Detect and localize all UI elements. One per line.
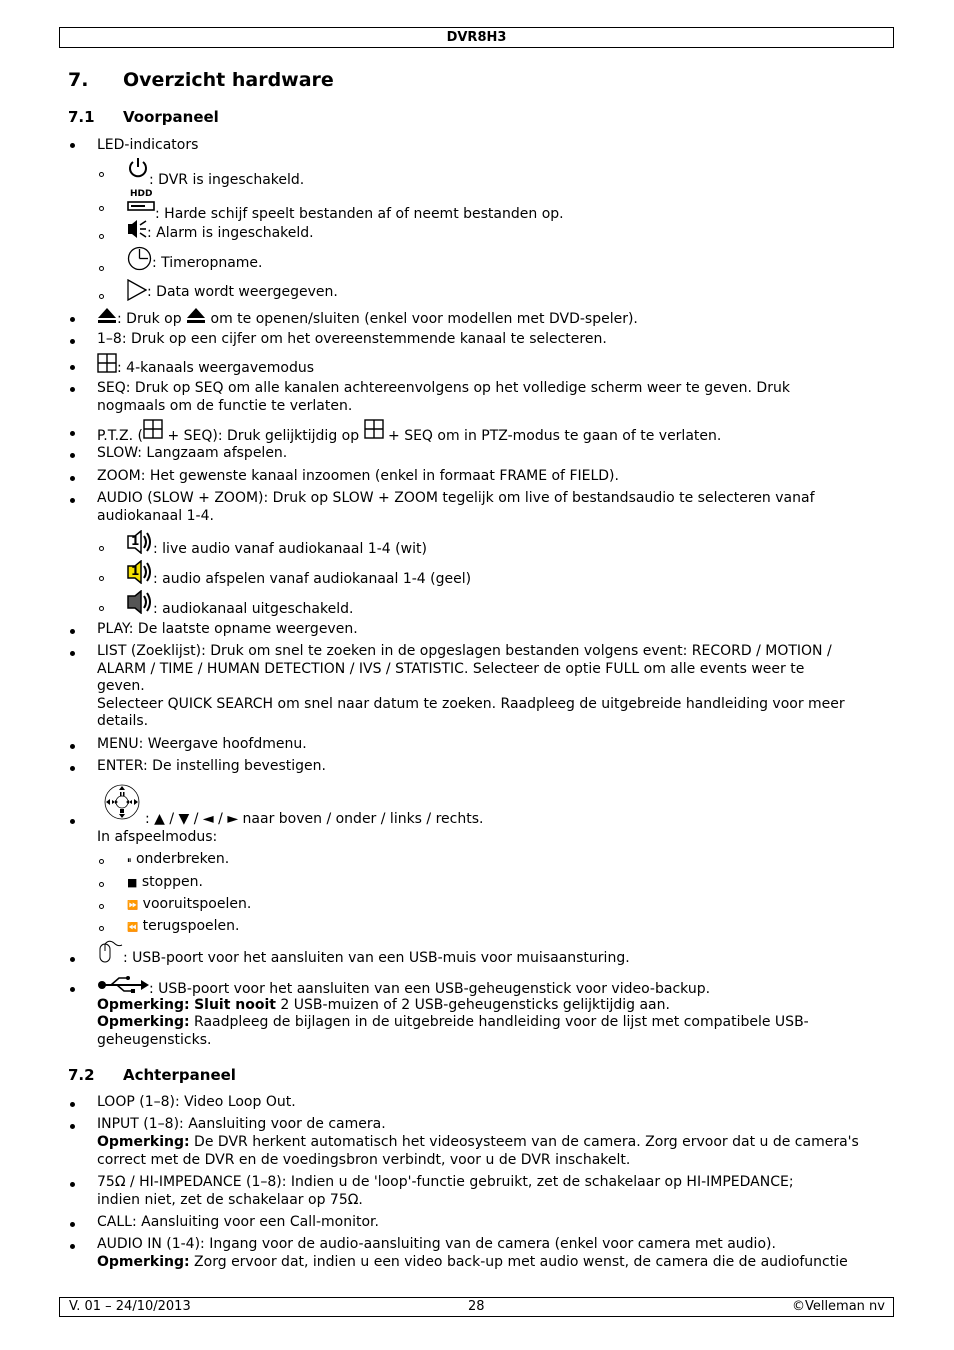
rewind-item: ⏪ terugspoelen. [127,918,240,934]
seq-line-1: SEQ: Druk op SEQ om alle kanalen achtereenvolgens op het volledige scherm weer te geven. Druk [97,380,790,396]
playback-mode-label: In afspeelmodus: [97,829,218,845]
subsection-title: Achterpaneel [123,1066,236,1084]
sub-bullet [99,546,104,551]
led-label: LED-indicators [97,137,199,153]
led-item-alarm: : Alarm is ingeschakeld. [127,219,314,241]
eject-icon [186,307,206,324]
impedance-line-2: indien niet, zet de schakelaar op 75Ω. [97,1192,363,1208]
navigation-pad-icon [100,780,144,831]
usb-note-1: Opmerking: Sluit nooit 2 USB-muizen of 2 USB-geheugensticks gelijktijdig aan. [97,997,670,1013]
sub-bullet [99,234,104,239]
alarm-icon [127,219,147,239]
version: V. 01 – 24/10/2013 [69,1299,191,1314]
sub-bullet [99,172,104,177]
mouse-icon [97,940,123,964]
usb-item: : USB-poort voor het aansluiten van een USB-geheugenstick voor video-backup. [97,976,710,996]
eject-icon [97,307,117,324]
speaker-muted-icon [127,590,153,614]
bullet [70,651,75,656]
usb-icon [97,976,149,994]
speaker-white-icon: 1 [127,530,153,554]
impedance-line-1: 75Ω / HI-IMPEDANCE (1–8): Indien u de 'loop'-functie gebruikt, zet de schakelaar op HI-IMPEDANCE; [97,1174,794,1190]
page-footer [59,1297,894,1317]
slow-item: SLOW: Langzaam afspelen. [97,445,288,461]
bullet [70,143,75,148]
bullet [70,1124,75,1129]
bullet [70,498,75,503]
bullet [70,629,75,634]
bullet [70,819,75,824]
stop-icon: ■ [127,876,138,889]
usb-note-2-cont: geheugensticks. [97,1032,212,1048]
led-item-play: : Data wordt weergegeven. [127,279,338,303]
bullet [70,766,75,771]
call-item: CALL: Aansluiting voor een Call-monitor. [97,1214,379,1230]
quad-view-icon [97,353,117,373]
bullet [70,387,75,392]
input-note-cont: correct met de DVR en de voedingsbron verbindt, voor u de DVR inschakelt. [97,1152,631,1168]
bullet [70,317,75,322]
sub-bullet [99,904,104,909]
bullet [70,987,75,992]
fast-forward-item: ⏩ vooruitspoelen. [127,896,252,912]
list-line-2: ALARM / TIME / HUMAN DETECTION / IVS / STATISTIC. Selecteer de optie FULL om alle events weer te [97,661,805,677]
zoom-item: ZOOM: Het gewenste kanaal inzoomen (enkel in formaat FRAME of FIELD). [97,468,619,484]
audio-playback-item: 1 : audio afspelen vanaf audiokanaal 1-4 (geel) [127,560,471,586]
eject-item: : Druk op om te openen/sluiten (enkel voor modellen met DVD-speler). [97,307,638,326]
audio-line-2: audiokanaal 1-4. [97,508,214,524]
speaker-yellow-icon: 1 [127,560,153,584]
section-number: 7. [68,69,89,91]
audio-muted-item: : audiokanaal uitgeschakeld. [127,590,353,616]
sub-bullet [99,576,104,581]
list-line-1: LIST (Zoeklijst): Druk om snel te zoeken in de opgeslagen bestanden volgens event: RECORD / MOTION / [97,643,832,659]
fast-forward-icon: ⏩ [127,901,139,911]
seq-line-2: nogmaals om de functie te verlaten. [97,398,353,414]
bullet [70,957,75,962]
sub-bullet [99,882,104,887]
subsection-title: Voorpaneel [123,108,219,126]
bullet [70,365,75,370]
ptz-item: P.T.Z. ( + SEQ): Druk gelijktijdig op + SEQ om in PTZ-modus te gaan of te verlaten. [97,419,721,441]
led-item-clock: : Timeropname. [127,246,262,273]
audio-in-item: AUDIO IN (1-4): Ingang voor de audio-aansluiting van de camera (enkel voor camera met audio). [97,1236,776,1252]
list-line-3: geven. [97,678,145,694]
audio-line-1: AUDIO (SLOW + ZOOM): Druk op SLOW + ZOOM tegelijk om live of bestandsaudio te selecteren vanaf [97,490,815,506]
bullet [70,1244,75,1249]
pause-item: ⏸ onderbreken. [127,851,230,867]
bullet [70,744,75,749]
bullet [70,1222,75,1227]
quad-item: : 4-kanaals weergavemodus [97,353,314,375]
stop-item: ■ stoppen. [127,874,203,890]
sub-bullet [99,206,104,211]
bullet [70,431,75,436]
led-item-hdd: HDD : Harde schijf speelt bestanden af of neemt bestanden op. [127,190,564,214]
hdd-icon: HDD [127,190,155,212]
page-number: 28 [468,1299,485,1314]
digits-item: 1–8: Druk op een cijfer om het overeenstemmende kanaal te selecteren. [97,331,607,347]
bullet [70,453,75,458]
bullet [70,1102,75,1107]
sub-bullet [99,606,104,611]
list-line-5: details. [97,713,149,729]
audio-in-note: Opmerking: Zorg ervoor dat, indien u een video back-up met audio wenst, de camera die de audiofunctie [97,1254,848,1270]
led-item-power: : DVR is ingeschakeld. [127,157,304,182]
sub-bullet [99,926,104,931]
copyright: ©Velleman nv [791,1299,885,1314]
sub-bullet [99,294,104,299]
section-title: Overzicht hardware [123,69,334,91]
model-name: DVR8H3 [446,30,507,45]
quad-view-icon [364,419,384,439]
pause-icon: ⏸ [127,856,132,866]
list-line-4: Selecteer QUICK SEARCH om snel naar datum te zoeken. Raadpleeg de uitgebreide handleiding voor meer [97,696,845,712]
power-icon [127,157,149,179]
nav-item: : ▲ / ▼ / ◄ / ► naar boven / onder / links / rechts. [145,811,484,827]
quad-view-icon [143,419,163,439]
usb-note-2: Opmerking: Raadpleeg de bijlagen in de uitgebreide handleiding voor de lijst met compatibele USB- [97,1014,809,1030]
enter-item: ENTER: De instelling bevestigen. [97,758,326,774]
subsection-number: 7.1 [68,108,95,126]
bullet [70,339,75,344]
bullet [70,1182,75,1187]
play-icon [127,279,147,301]
bullet [70,476,75,481]
sub-bullet [99,266,104,271]
audio-live-item: 1 : live audio vanaf audiokanaal 1-4 (wit) [127,530,427,556]
menu-item: MENU: Weergave hoofdmenu. [97,736,307,752]
clock-icon [127,246,152,271]
input-note: Opmerking: De DVR herkent automatisch het videosysteem van de camera. Zorg ervoor dat u de camera's [97,1134,859,1150]
mouse-item: : USB-poort voor het aansluiten van een USB-muis voor muisaansturing. [97,940,630,966]
sub-bullet [99,859,104,864]
loop-item: LOOP (1–8): Video Loop Out. [97,1094,296,1110]
subsection-number: 7.2 [68,1066,95,1084]
rewind-icon: ⏪ [127,923,139,933]
input-item: INPUT (1–8): Aansluiting voor de camera. [97,1116,386,1132]
play-item: PLAY: De laatste opname weergeven. [97,621,358,637]
